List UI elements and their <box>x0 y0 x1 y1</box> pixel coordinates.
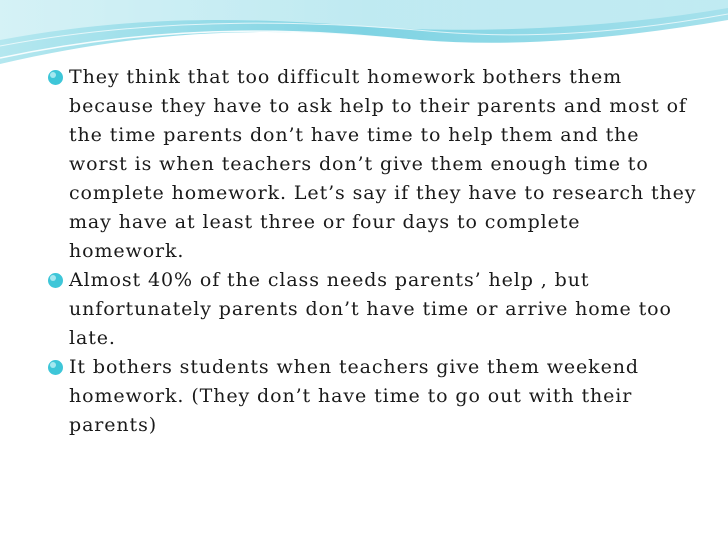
bullet-item <box>0 353 700 440</box>
bullet-marker-icon <box>47 359 64 376</box>
bullet-text: Almost 40% of the class needs parents’ help , but unfortunately parents don’t have time or arrive home too late. <box>69 269 672 349</box>
bullet-list <box>0 63 700 440</box>
bullet-marker-icon <box>47 69 64 86</box>
bullet-text: They think that too difficult homework bothers them because they have to ask help to their parents and most of the time parents don’t have time to help them and the worst is when teachers don’t give them enough time to complete homework. Let’s say if they have to research they may have at least three or four days to complete homework. <box>69 66 697 262</box>
bullet-item <box>0 63 700 266</box>
bullet-marker-icon <box>47 272 64 289</box>
bullet-text: It bothers students when teachers give them weekend homework. (They don’t have time to go out with their parents) <box>69 356 639 436</box>
header-wave-decoration <box>0 0 728 70</box>
bullet-item <box>0 266 700 353</box>
